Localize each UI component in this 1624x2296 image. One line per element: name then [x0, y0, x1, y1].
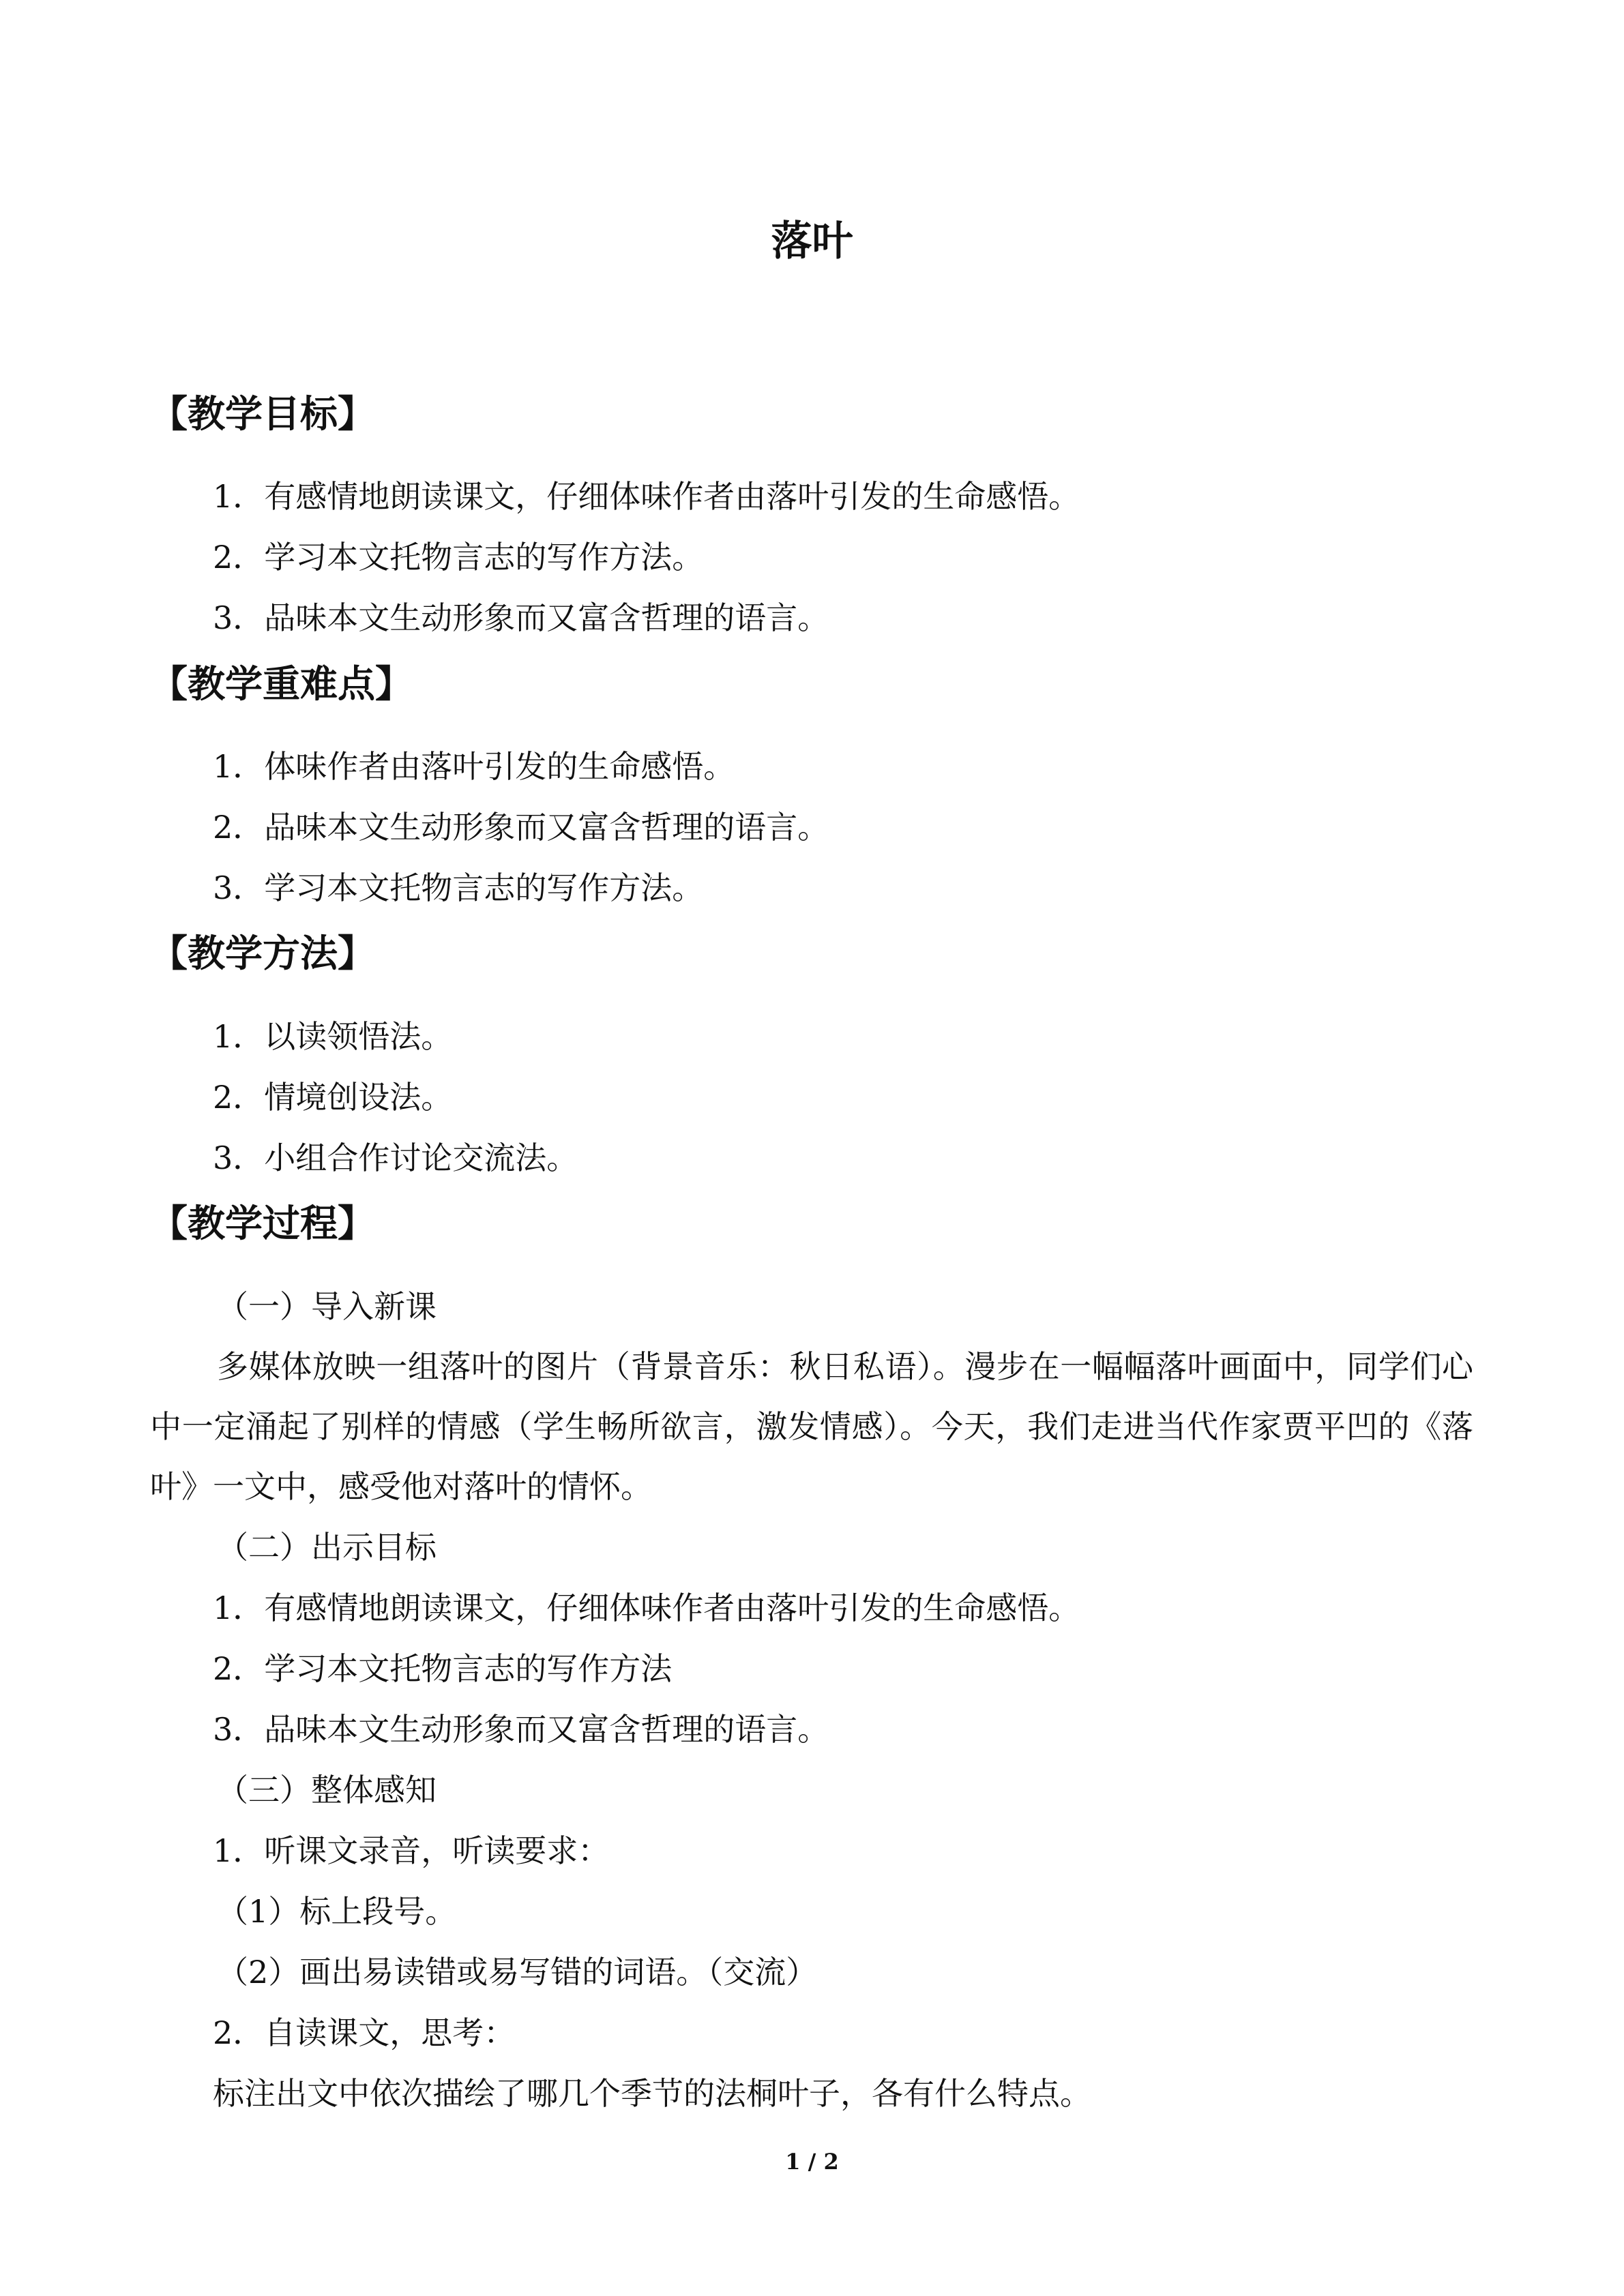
document-title: 落叶	[771, 218, 853, 265]
section-heading-key-points: 【教学重难点】	[150, 662, 413, 706]
process-step-title: （二）出示目标	[217, 1529, 437, 1566]
objective-item: 3．品味本文生动形象而又富含哲理的语言。	[213, 599, 829, 636]
section-heading-objectives: 【教学目标】	[150, 392, 376, 436]
key-point-item: 2．品味本文生动形象而又富含哲理的语言。	[213, 809, 829, 846]
key-point-item: 3．学习本文托物言志的写作方法。	[213, 869, 704, 906]
process-list-item: 2．学习本文托物言志的写作方法	[213, 1650, 673, 1687]
process-list-item: 1．有感情地朗读课文，仔细体味作者由落叶引发的生命感悟。	[213, 1590, 1080, 1626]
process-paragraph: 多媒体放映一组落叶的图片（背景音乐：秋日私语）。漫步在一幅幅落叶画面中，同学们心中一定涌起了别样的情感（学生畅所欲言，激发情感）。今天，我们走进当代作家贾平凹的《落叶》一文中，感受他对落叶的情怀。	[150, 1348, 1473, 1505]
section-heading-methods: 【教学方法】	[150, 931, 376, 975]
key-point-item: 1．体味作者由落叶引发的生命感悟。	[213, 748, 735, 785]
method-item: 2．情境创设法。	[213, 1079, 453, 1116]
page-indicator: 1 / 2	[785, 2149, 839, 2175]
method-item: 1．以读领悟法。	[213, 1018, 453, 1055]
process-step-title: （一）导入新课	[217, 1288, 437, 1325]
method-item: 3．小组合作讨论交流法。	[213, 1139, 578, 1176]
process-list-item: 3．品味本文生动形象而又富含哲理的语言。	[213, 1711, 829, 1748]
process-list-item: 1．听课文录音，听读要求：	[213, 1832, 610, 1869]
process-sub-item: （1）标上段号。	[217, 1893, 457, 1930]
objective-item: 2．学习本文托物言志的写作方法。	[213, 539, 704, 576]
process-step-title: （三）整体感知	[217, 1772, 437, 1808]
process-text-line: 标注出文中依次描绘了哪几个季节的法桐叶子，各有什么特点。	[213, 2075, 1091, 2112]
section-heading-process: 【教学过程】	[150, 1202, 376, 1245]
objective-item: 1．有感情地朗读课文，仔细体味作者由落叶引发的生命感悟。	[213, 478, 1080, 515]
process-list-item: 2．自读课文，思考：	[213, 2014, 516, 2051]
process-sub-item: （2）画出易读错或易写错的词语。（交流）	[217, 1954, 818, 1991]
